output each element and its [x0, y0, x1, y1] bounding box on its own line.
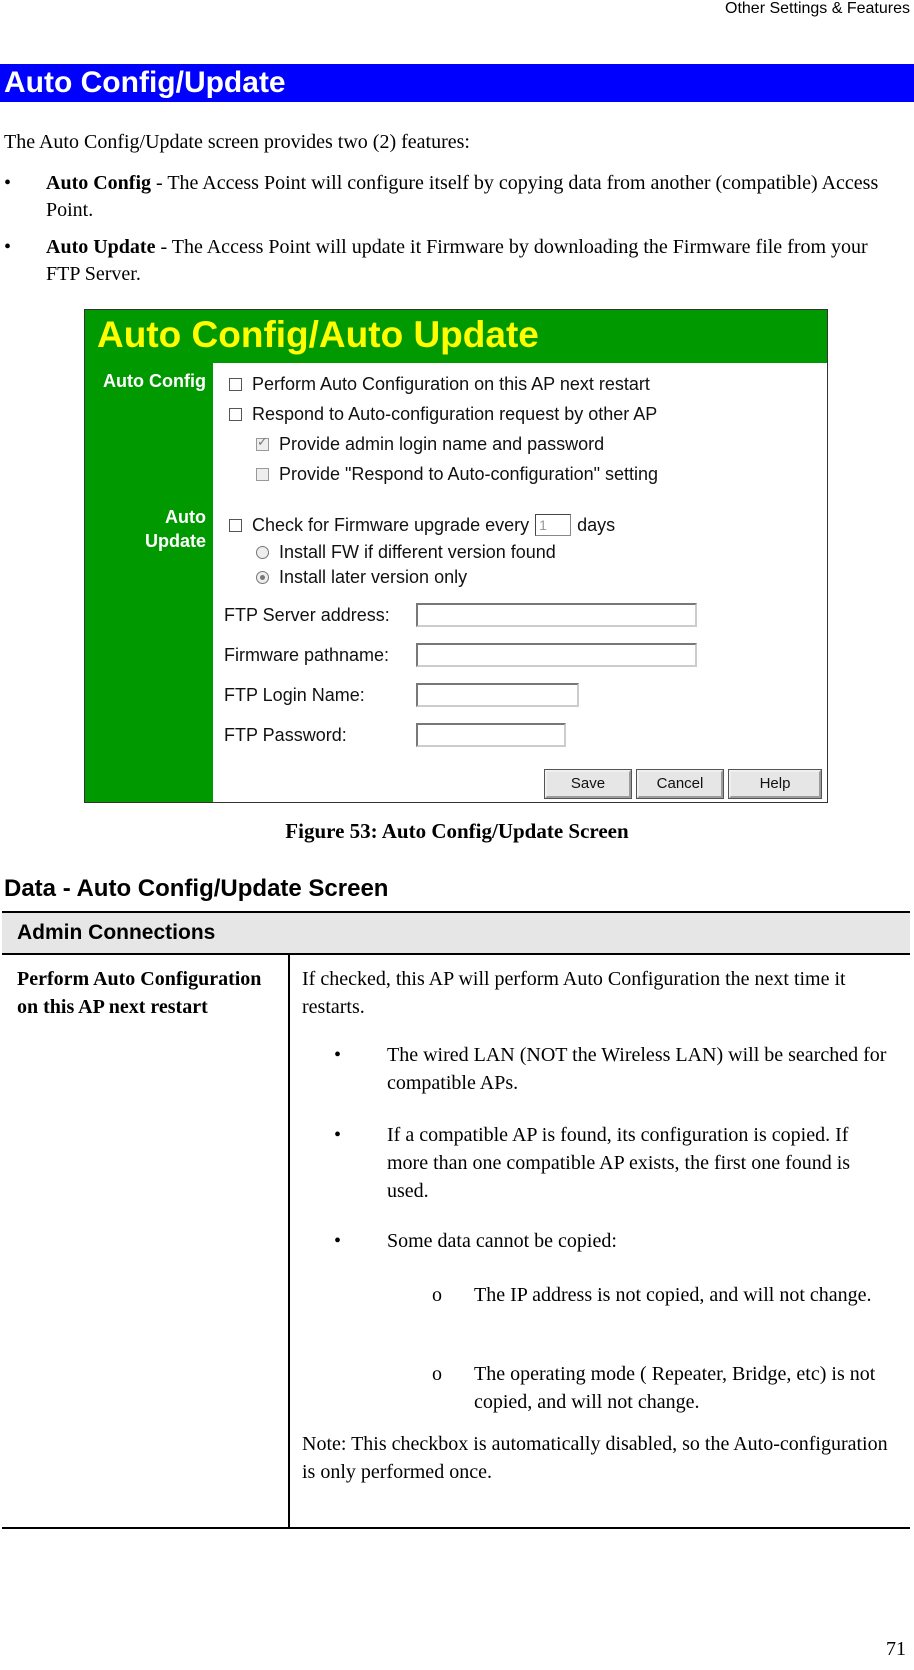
install-different-radio[interactable] [256, 546, 269, 559]
data-heading: Data - Auto Config/Update Screen [4, 875, 389, 902]
bullet-dot: • [4, 172, 12, 194]
days-input[interactable] [535, 514, 571, 536]
sub-bullet-marker: o [432, 1284, 442, 1306]
firmware-path-label: Firmware pathname: [224, 645, 390, 665]
check-firmware-label: Check for Firmware upgrade every [252, 514, 530, 535]
sidebar-label-auto-update [145, 505, 206, 553]
provide-admin-row[interactable] [256, 434, 604, 455]
bullet-term: Auto Config [46, 172, 152, 194]
bullet-dot: • [334, 1230, 342, 1252]
perform-auto-config-label: Perform Auto Configuration on this AP next restart [252, 374, 650, 394]
data-table [2, 911, 910, 1529]
sidebar-label-auto-config: Auto Config [103, 371, 206, 391]
sidebar-label-auto-update-line2: Update [144, 531, 206, 551]
section-title: Auto Config/Update [0, 64, 914, 102]
perform-auto-config-checkbox[interactable] [229, 378, 242, 391]
install-later-row[interactable] [256, 567, 467, 588]
respond-auto-config-row[interactable] [229, 404, 657, 425]
table-term: Perform Auto Configuration on this AP next restart [17, 968, 262, 1018]
running-header: Other Settings & Features [725, 0, 910, 17]
ftp-password-label: FTP Password: [224, 725, 347, 745]
ftp-login-label: FTP Login Name: [224, 685, 365, 705]
figure-caption: Figure 53: Auto Config/Update Screen [285, 819, 629, 843]
screen-sidebar [85, 363, 213, 802]
cancel-button[interactable]: Cancel [637, 770, 723, 798]
bullet-text: - The Access Point will configure itself by copying data from another (compatible) Access Point. [46, 172, 879, 221]
provide-admin-checkbox[interactable] [256, 438, 269, 451]
firmware-path-input[interactable] [416, 643, 697, 667]
ftp-login-input[interactable] [416, 683, 579, 707]
definition-sub-bullet [432, 1281, 902, 1309]
check-firmware-row[interactable] [229, 514, 615, 536]
help-button[interactable]: Help [729, 770, 821, 798]
definition-note: Note: This checkbox is automatically disabled, so the Auto-configuration is only performed once. [302, 1433, 888, 1483]
definition-bullet-text: The wired LAN (NOT the Wireless LAN) will be searched for compatible APs. [387, 1044, 887, 1094]
provide-respond-row[interactable] [256, 464, 658, 485]
save-button[interactable]: Save [545, 770, 631, 798]
definition-bullet-text: If a compatible AP is found, its configuration is copied. If more than one compatible AP exists, the first one found is used. [387, 1124, 851, 1202]
provide-respond-label: Provide "Respond to Auto-configuration" setting [279, 464, 659, 484]
check-firmware-checkbox[interactable] [229, 519, 242, 532]
days-label: days [577, 514, 616, 535]
install-different-label: Install FW if different version found [279, 542, 556, 562]
bullet-dot: • [334, 1124, 342, 1146]
definition-bullet-text: Some data cannot be copied: [387, 1230, 617, 1252]
bullet-dot: • [4, 236, 12, 258]
provide-admin-label: Provide admin login name and password [279, 434, 605, 454]
ftp-server-input[interactable] [416, 603, 697, 627]
ftp-server-label: FTP Server address: [224, 605, 390, 625]
table-header: Admin Connections [2, 911, 910, 955]
definition-sub-bullet-text: The IP address is not copied, and will not change. [474, 1284, 872, 1306]
perform-auto-config-row[interactable] [229, 374, 650, 395]
bullet-auto-update [4, 234, 884, 288]
ftp-password-input[interactable] [416, 723, 566, 747]
bullet-dot: • [334, 1044, 342, 1066]
sidebar-label-auto-update-line1: Auto [165, 507, 206, 527]
intro-paragraph: The Auto Config/Update screen provides two (2) features: [4, 131, 470, 153]
definition-bullet [334, 1121, 894, 1205]
definition-bullet [334, 1227, 894, 1255]
install-later-label: Install later version only [279, 567, 468, 587]
sub-bullet-marker: o [432, 1363, 442, 1385]
definition-intro: If checked, this AP will perform Auto Configuration the next time it restarts. [302, 968, 846, 1018]
install-later-radio[interactable] [256, 571, 269, 584]
screen-title: Auto Config/Auto Update [85, 310, 827, 363]
bullet-auto-config [4, 170, 884, 224]
install-different-row[interactable] [256, 542, 556, 563]
respond-auto-config-checkbox[interactable] [229, 408, 242, 421]
definition-sub-bullet-text: The operating mode ( Repeater, Bridge, etc) is not copied, and will not change. [474, 1363, 876, 1413]
provide-respond-checkbox[interactable] [256, 468, 269, 481]
respond-auto-config-label: Respond to Auto-configuration request by other AP [252, 404, 658, 424]
page-number: 71 [886, 1638, 906, 1660]
definition-bullet [334, 1041, 894, 1097]
definition-sub-bullet [432, 1360, 902, 1416]
column-divider [288, 955, 290, 1529]
table-bottom-rule [2, 1527, 910, 1529]
auto-config-screenshot [84, 309, 828, 803]
bullet-term: Auto Update [46, 236, 156, 258]
bullet-text: - The Access Point will update it Firmware by downloading the Firmware file from your FTP Server. [46, 236, 868, 285]
